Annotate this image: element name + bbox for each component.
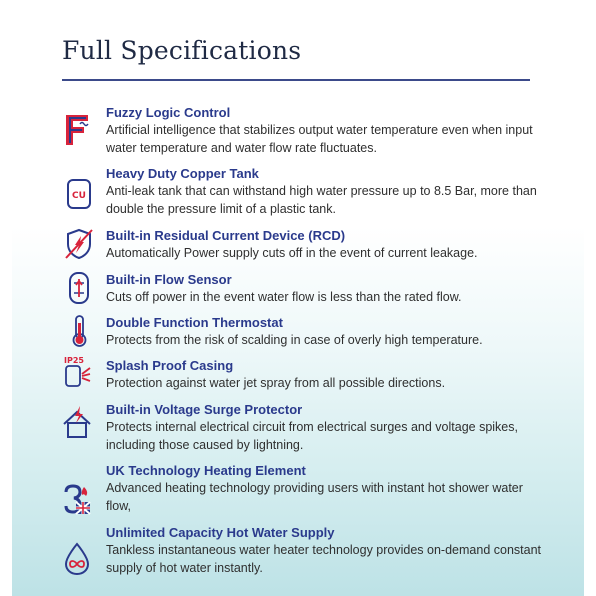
copper-tank-icon [64,177,94,211]
page-title: Full Specifications [62,36,302,65]
feature-description: Automatically Power supply cuts off in the event of current leakage. [106,246,478,260]
feature-name: Fuzzy Logic Control [106,105,231,120]
feature-fuzzy-logic [106,104,546,157]
feature-description: Advanced heating technology providing users with instant hot shower water flow, [106,481,523,513]
feature-thermostat [106,314,546,349]
feature-name: Splash Proof Casing [106,358,234,373]
feature-name: Unlimited Capacity Hot Water Supply [106,525,335,540]
feature-description: Tankless instantaneous water heater technology provides on-demand constant supply of hot water instantly. [106,543,541,575]
feature-description: Anti-leak tank that can withstand high water pressure up to 8.5 Bar, more than double the pressure limit of a plastic tank. [106,184,537,216]
splash-proof-label: IP25 [64,356,84,365]
feature-surge-protector [106,401,546,454]
feature-uk-heating-element [106,462,546,515]
feature-name: UK Technology Heating Element [106,463,306,478]
flow-sensor-icon [64,271,94,305]
feature-rcd [106,227,546,262]
feature-name: Built-in Flow Sensor [106,272,232,287]
title-divider [62,79,530,81]
feature-name: Built-in Voltage Surge Protector [106,402,303,417]
feature-description: Artificial intelligence that stabilizes output water temperature even when input water temperature and water flow rate fluctuates. [106,123,533,155]
splash-proof-icon [62,354,92,388]
infinity-water-icon [62,542,92,576]
feature-flow-sensor [106,271,546,306]
feature-name: Built-in Residual Current Device (RCD) [106,228,346,243]
thermometer-icon [64,314,94,348]
copper-tank-label: CU [72,191,86,201]
feature-splash-proof [106,357,546,392]
feature-name: Double Function Thermostat [106,315,283,330]
feature-description: Protects internal electrical circuit from electrical surges and voltage spikes, including those caused by lightning. [106,420,518,452]
feature-description: Protection against water jet spray from all possible directions. [106,376,446,390]
feature-copper-tank [106,165,546,218]
feature-description: Cuts off power in the event water flow is less than the rated flow. [106,290,462,304]
feature-description: Protects from the risk of scalding in case of overly high temperature. [106,333,483,347]
fuzzy-logic-icon [64,113,94,147]
surge-protector-icon [62,406,92,440]
feature-name: Heavy Duty Copper Tank [106,166,259,181]
rcd-shield-icon [64,227,94,261]
feature-unlimited-hot-water [106,524,546,577]
uk-heating-element-icon [62,484,92,518]
